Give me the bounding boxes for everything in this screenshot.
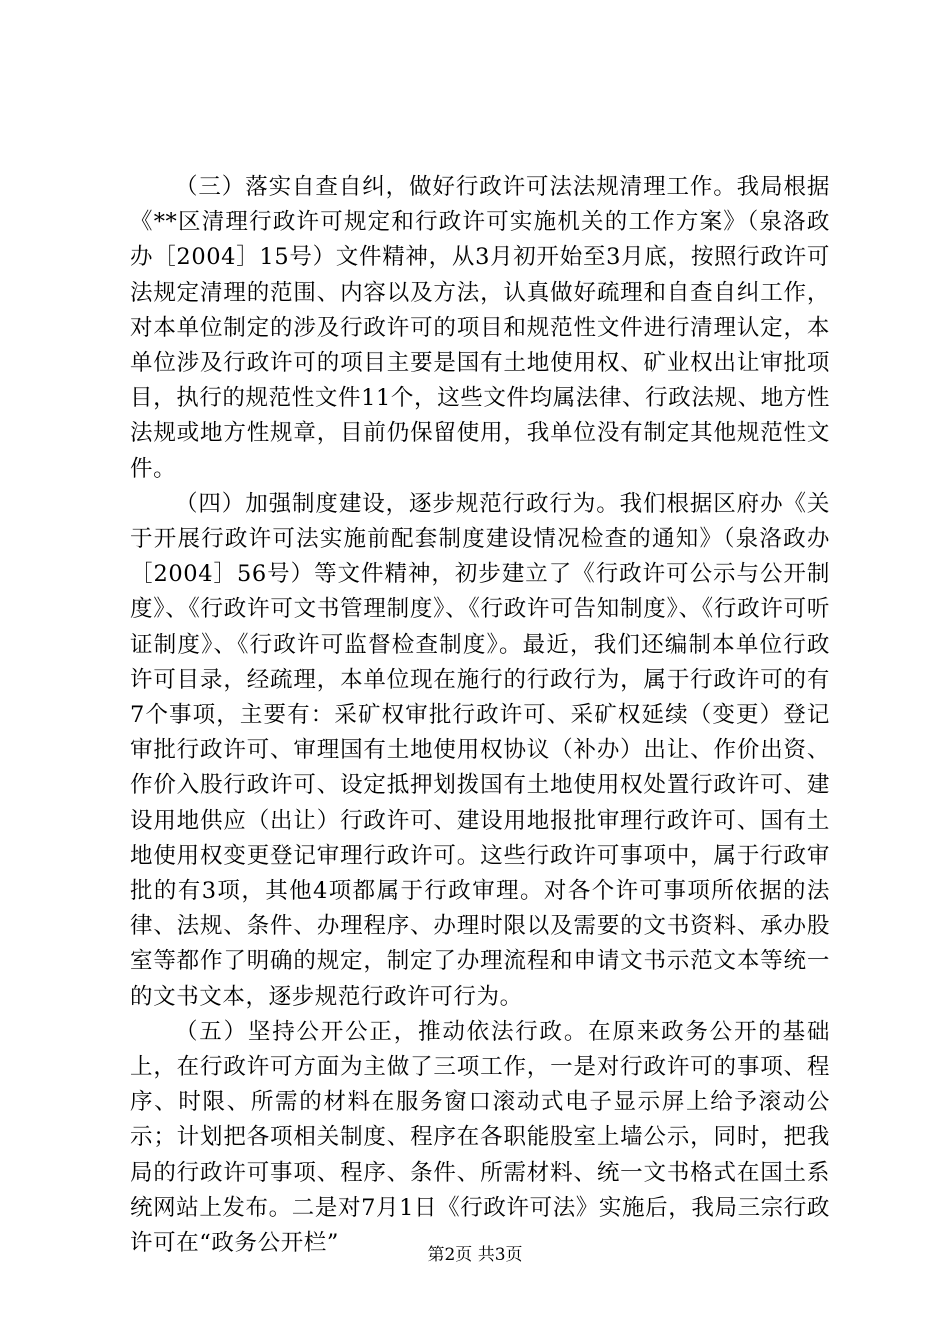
paragraph-3: （三）落实自查自纠，做好行政许可法法规清理工作。我局根据《**区清理行政许可规定和行政许可实施机关的工作方案》（泉洛政办［2004］15号）文件精神，从3月初开始至3月底，按照行政许可法规定清理的范围、内容以及方法，认真做好疏理和自查自纠工作，对本单位制定的涉及行政许可的项目和规范性文件进行清理认定，本单位涉及行政许可的项目主要是国有土地使用权、矿业权出让审批项目，执行的规范性文件11个，这些文件均属法律、行政法规、地方性法规或地方性规章，目前仍保留使用，我单位没有制定其他规范性文件。: [130, 174, 830, 482]
paragraph-4: （四）加强制度建设，逐步规范行政行为。我们根据区府办《关于开展行政许可法实施前配套制度建设情况检查的通知》（泉洛政办［2004］56号）等文件精神，初步建立了《行政许可公示与公开制度》、《行政许可文书管理制度》、《行政许可告知制度》、《行政许可听证制度》、《行政许可监督检查制度》。最近，我们还编制本单位行政许可目录，经疏理，本单位现在施行的行政行为，属于行政许可的有7个事项，主要有：采矿权审批行政许可、采矿权延续（变更）登记审批行政许可、审理国有土地使用权协议（补办）出让、作价出资、作价入股行政许可、设定抵押划拨国有土地使用权处置行政许可、建设用地供应（出让）行政许可、建设用地报批审理行政许可、国有土地使用权变更登记审理行政许可。这些行政许可事项中，属于行政审批的有3项，其他4项都属于行政审理。对各个许可事项所依据的法律、法规、条件、办理程序、办理时限以及需要的文书资料、承办股室等都作了明确的规定，制定了办理流程和申请文书示范文本等统一的文书文本，逐步规范行政许可行为。: [130, 490, 830, 1010]
page-footer: [0, 1244, 950, 1266]
paragraph-5: （五）坚持公开公正，推动依法行政。在原来政务公开的基础上，在行政许可方面为主做了三项工作，一是对行政许可的事项、程序、时限、所需的材料在服务窗口滚动式电子显示屏上给予滚动公示；计划把各项相关制度、程序在各职能股室上墙公示，同时，把我局的行政许可事项、程序、条件、所需材料、统一文书格式在国土系统网站上发布。二是对7月1日《行政许可法》实施后，我局三宗行政许可在“政务公开栏”: [130, 1018, 830, 1257]
page-number: 第2页 共3页: [427, 1245, 523, 1265]
document-body: [130, 170, 830, 1261]
